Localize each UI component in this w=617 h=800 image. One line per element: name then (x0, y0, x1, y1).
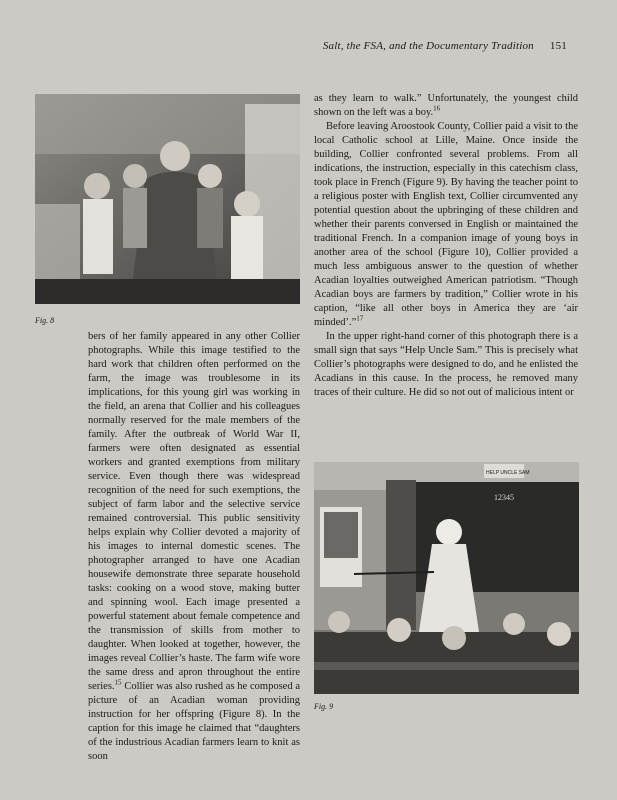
right-paragraph-1 (314, 92, 578, 120)
running-head-title: Salt, the FSA, and the Documentary Tradition (322, 40, 534, 52)
right-paragraph-1-text: as they learn to walk.” Unfortunately, the youngest child shown on the left was a boy. (314, 93, 578, 118)
footnote-17: 17 (356, 314, 364, 323)
help-uncle-sam-sign: HELP UNCLE SAM (486, 470, 530, 476)
figure-8-label: Fig. 8 (35, 316, 55, 325)
left-paragraph-text: bers of her family appeared in any other Collier photographs. While this image testified to the hard work that children often performed on the farm, the image was troublesome in its implications, for this young girl was working in the field, an arena that Collier and his colleagues normally reserved for the male members of the family. After the outbreak of World War II, farmers were often designated as essential workers and granted exemptions from military service. Even though there was widespread recognition of the need for such exemptions, the subject of farm labor and the selective service remained controversial. This public sensitivity helps explain why Collier devoted a majority of his images to internal domestic scenes. The photographer arranged to have one Acadian housewife demonstrate three separate household tasks: cooking on a wood stove, making butter and spinning wool. Each image presented a powerful statement about female competence and the transmission of skills from mother to daughter. When looked at together, however, the images reveal Collier’s haste. The farm wife wore the same dress and apron throughout the entire series. (88, 331, 300, 692)
figure-8-photo (35, 94, 300, 304)
figure-9-photo (314, 462, 579, 694)
left-paragraph-text-cont: Collier was also rushed as he composed a picture of an Acadian woman providing instruction for her offspring (Figure 8). In the caption for this image he claimed that “daughters of the industrious Acadian farmers learn to knit as soon (88, 681, 300, 762)
footnote-16: 16 (433, 104, 441, 113)
page-number: 151 (549, 40, 567, 52)
right-paragraph-2 (314, 120, 578, 330)
right-paragraph-3: In the upper right-hand corner of this photograph there is a small sign that says “Help Uncle Sam.” This is precisely what Collier’s photographs were designed to do, and he enlisted the Acadians in this cause. In the process, he removed many traces of their culture. He did so not out of malicious intent or (314, 331, 578, 398)
footnote-15: 15 (114, 678, 122, 687)
right-paragraph-2-text: Before leaving Aroostook County, Collier paid a visit to the local Catholic school at Lille, Maine. Once inside the building, Collier confronted several problems. From all indications, the instruction, especially in this catechism class, took place in French (Figure 9). By having the teacher point to a religious poster with English text, Collier circumvented any potential question about the upbringing of these children and whether their parents conversed in English or maintained the traditional French. In a companion image of young boys in another area of the school (Figure 10), Collier provided a much less ambiguous answer to the question of whether Acadian loyalties outweighed American patriotism. “Though Acadian boys are farmers by tradition,” Collier wrote in his caption, “like all other boys in America they are ‘air minded’.” (314, 121, 578, 328)
right-text-column (314, 92, 578, 400)
running-head (323, 40, 567, 52)
left-text-column (88, 330, 300, 764)
chalkboard-writing: 12345 (494, 493, 514, 502)
left-paragraph (88, 330, 300, 764)
figure-9-label: Fig. 9 (314, 702, 334, 711)
